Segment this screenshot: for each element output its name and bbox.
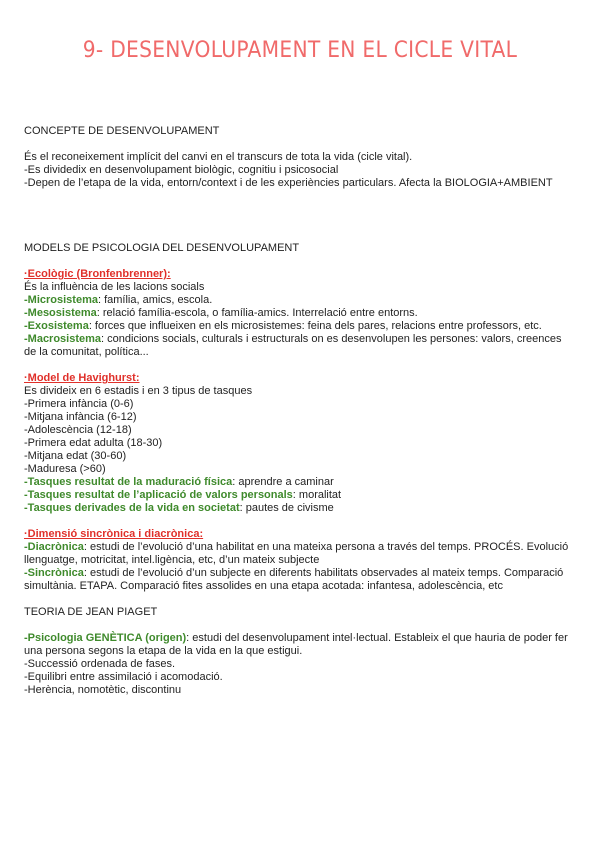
subsection-title-ecologic: ·Ecològic (Bronfenbrenner): [24, 268, 171, 280]
stage-item: -Adolescència (12-18) [24, 424, 132, 436]
subsection-title-havighurst: ·Model de Havighurst: [24, 372, 140, 384]
stage-item: -Primera edat adulta (18-30) [24, 437, 163, 449]
ecologic-intro: És la influència de les lacions socials [24, 281, 205, 293]
term: -Tasques derivades de la vida en societat [24, 502, 240, 514]
ecologic-item [24, 333, 572, 359]
piaget-line: -Successió ordenada de fases. [24, 658, 176, 670]
subsection-title-dimension: ·Dimensió sincrònica i diacrònica: [24, 528, 204, 540]
piaget-genetics [24, 632, 572, 658]
definition: : condicions socials, culturals i estructurals on es desenvolupen les persones: valors, creences de la comunitat, política... [24, 333, 562, 358]
concept-line: -Es dividedix en desenvolupament biològic, cognitiu i psicosocial [24, 164, 339, 176]
havighurst-intro: Es divideix en 6 estadis i en 3 tipus de tasques [24, 385, 253, 397]
term: -Sincrònica [24, 567, 84, 579]
piaget-line: -Herència, nomotètic, discontinu [24, 684, 182, 696]
task-item [24, 502, 572, 515]
term: -Exosistema [24, 320, 89, 332]
stage-item: -Primera infància (0-6) [24, 398, 134, 410]
dimension-item [24, 541, 572, 567]
piaget-line: -Equilibri entre assimilació i acomodació. [24, 671, 223, 683]
term: -Macrosistema [24, 333, 102, 345]
ecologic-item [24, 320, 572, 333]
definition: : família, amics, escola. [97, 294, 213, 306]
concept-line: És el reconeixement implícit del canvi en el transcurs de tota la vida (cicle vital). [24, 151, 413, 163]
term: -Diacrònica [24, 541, 84, 553]
definition: : aprendre a caminar [232, 476, 334, 488]
term: -Tasques resultat de l’aplicació de valors personals [24, 489, 293, 501]
term: -Tasques resultat de la maduració física [24, 476, 233, 488]
definition: : estudi de l’evolució d’un subjecte en diferents habilitats observades al mateix temps. Comparació simultània. ETAPA. Comparació fites assolides en una etapa acotada: infantesa, adolescència, etc [24, 567, 564, 592]
term: -Microsistema [24, 294, 98, 306]
section-heading-piaget: TEORIA DE JEAN PIAGET [24, 606, 158, 618]
section-heading-concept: CONCEPTE DE DESENVOLUPAMENT [24, 125, 220, 137]
term: -Mesosistema [24, 307, 97, 319]
definition: : estudi del desenvolupament intel·lectual. Estableix el que hauria de poder fer una persona segons la etapa de la vida en la que estigui. [24, 632, 568, 657]
definition: : pautes de civisme [239, 502, 334, 514]
ecologic-item [24, 307, 572, 320]
document-body [24, 125, 572, 697]
stage-item: -Mitjana edat (30-60) [24, 450, 127, 462]
section-heading-models: MODELS DE PSICOLOGIA DEL DESENVOLUPAMENT [24, 242, 300, 254]
definition: : estudi de l’evolució d’una habilitat en una mateixa persona a través del temps. PROCÉS. Evolució llenguatge, motricitat, intel.ligència, etc, d’un mateix subjecte [24, 541, 569, 566]
term: -Psicologia GENÈTICA (origen) [24, 632, 187, 644]
ecologic-item [24, 294, 572, 307]
definition: : relació família-escola, o família-amics. Interrelació entre entorns. [96, 307, 418, 319]
definition: : moralitat [292, 489, 342, 501]
definition: : forces que influeixen en els microsistemes: feina dels pares, relacions entre professors, etc. [88, 320, 542, 332]
stage-item: -Maduresa (>60) [24, 463, 106, 475]
dimension-item [24, 567, 572, 593]
stage-item: -Mitjana infància (6-12) [24, 411, 137, 423]
task-item [24, 489, 572, 502]
task-item [24, 476, 572, 489]
page-title: 9- DESENVOLUPAMENT EN EL CICLE VITAL [82, 38, 518, 63]
concept-line: -Depen de l’etapa de la vida, entorn/context i de les experiències particulars. Afecta la BIOLOGIA+AMBIENT [24, 177, 553, 189]
